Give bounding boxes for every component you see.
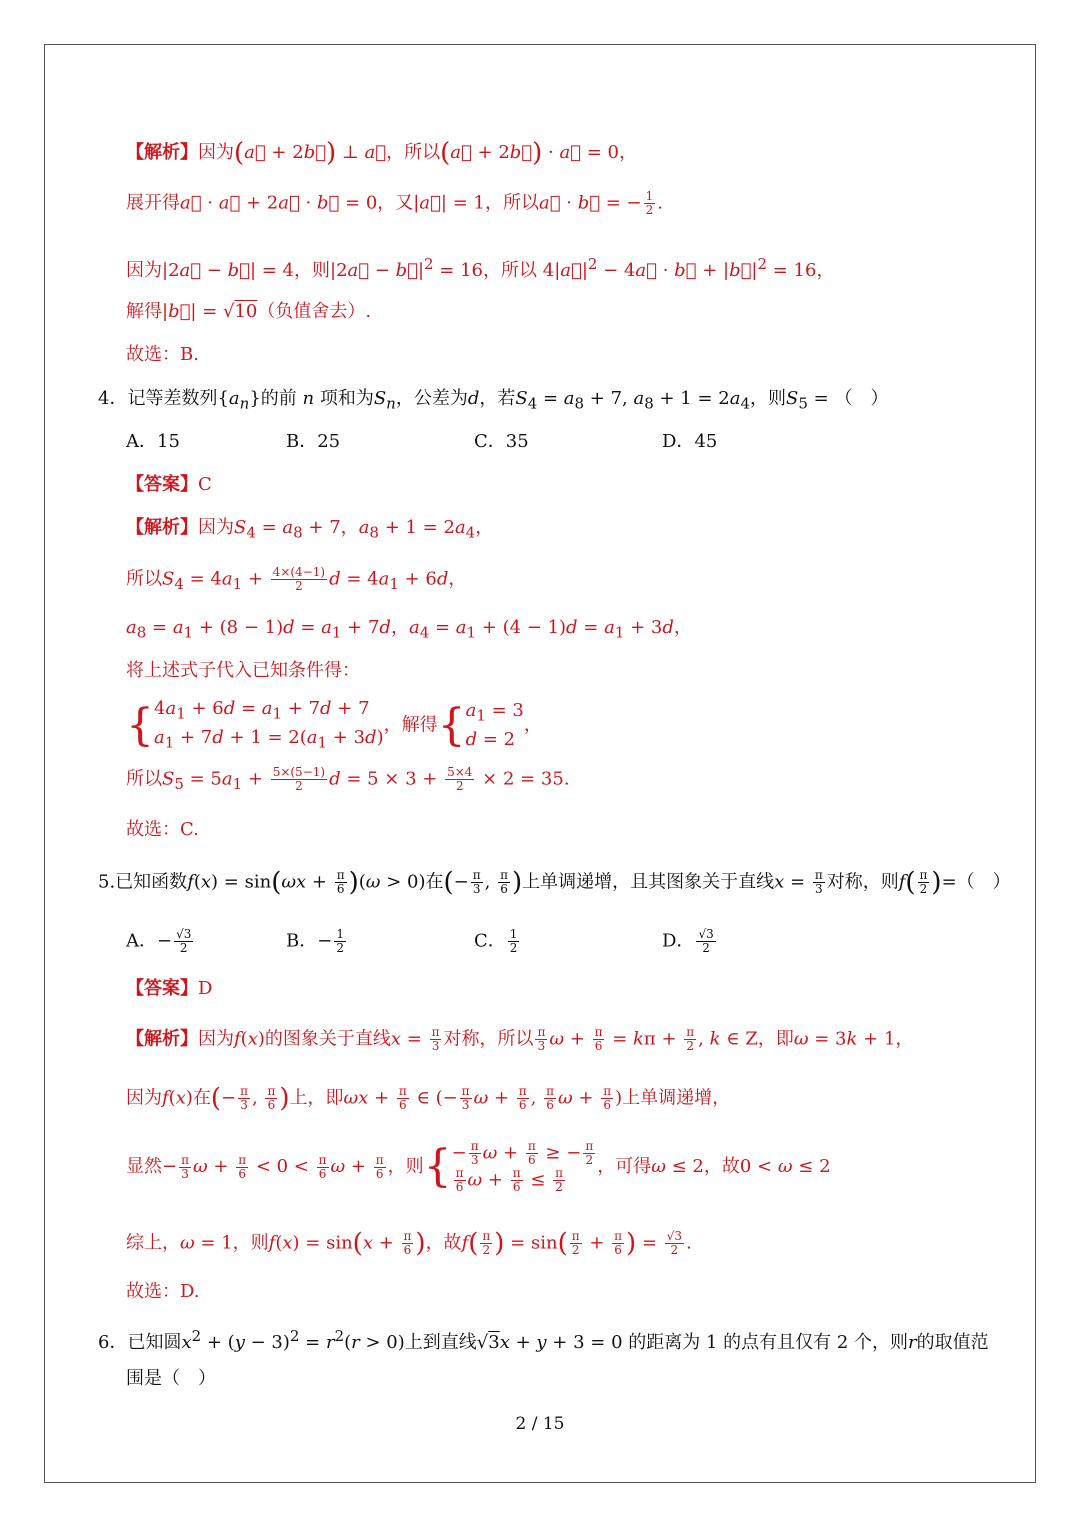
- prev-solution-line-4: 解得|b⃗| = √10（负值舍去）.: [126, 301, 372, 322]
- q4-option-c[interactable]: C．35: [474, 431, 529, 452]
- q4-option-d[interactable]: D．45: [662, 431, 718, 452]
- q4-substitute-text: 将上述式子代入已知条件得：: [126, 660, 360, 681]
- q5-select: 故选：D.: [126, 1281, 200, 1302]
- q5-option-a[interactable]: A．− $\frac{√3}{2}$: [126, 927, 192, 955]
- question-6-stem: 6．已知圆$x^2 + (y - 3)^2 = r^2(r > 0)$上到直线√3x + y + 3 = 0 的距离为 1 的点有且仅有 2 个，则r的取值范: [98, 1327, 989, 1353]
- q4-solution-line-1: 【解析】因为$S_4 = a_8 + 7$，$a_8 + 1 = 2a_4$，: [126, 517, 494, 542]
- q5-option-b[interactable]: B．− $\frac{1}{2}$: [286, 927, 344, 955]
- question-5-stem: 5.已知函数f(x) = sin(ωx + $\frac{\pi}{6}$ )(ω > 0)在(− $\frac{\pi}{3}$ , $\frac{\pi}{6}$ )上单调递增，且其图象关于直线x = $\frac{\pi}{3}$ 对称，则f( $\frac{\pi}{2}$ )=（ ）: [98, 867, 1011, 898]
- question-6-stem-cont: 围是（ ）: [126, 1368, 216, 1389]
- q4-solution-line-2: 所以$S_4 = 4a_1$ + $\frac{4\times(4-1)}{2}$ $d = 4a_1 + 6d$，: [126, 565, 467, 594]
- q4-equation-system: { $4a_1 + 6d = a_1 + 7d + 7$ $a_1 + 7d + 1 = 2(a_1 + 3d)$ ，解得{ $a_1 = 3$ d = 2 ，: [126, 698, 542, 752]
- q5-solution-line-1: 【解析】因为f(x)的图象关于直线x = $\frac{\pi}{3}$ 对称，所以 $\frac{\pi}{3}$ ω + $\frac{\pi}{6}$ = kπ + $\frac{\pi}{2}$ , k ∈ Z，即ω = 3k + 1，: [126, 1025, 914, 1053]
- prev-solution-select: 故选：B.: [126, 344, 199, 365]
- q5-solution-line-4: 综上，ω = 1，则f(x) = sin(x + $\frac{\pi}{6}$ )，故f( $\frac{\pi}{2}$ ) = sin( $\frac{\pi}{2}$ + $\frac{\pi}{6}$ ) = $\frac{√3}{2}$ .: [126, 1228, 692, 1259]
- q5-solution-line-3: 显然− $\frac{\pi}{3}$ ω + $\frac{\pi}{6}$ < 0 < $\frac{\pi}{6}$ ω + $\frac{\pi}{6}$ ，则{ − $\frac{\pi}{3}$ ω + $\frac{\pi}{6}$ ≥ − $\frac{\pi}{2}$ $\frac{\pi}{6}$ ω + $\frac{\pi}{6}$ ≤ $\frac{\pi}{2}$ ，可得ω ≤ 2，故0 < ω ≤ 2: [126, 1139, 831, 1194]
- q4-option-b[interactable]: B．25: [286, 431, 341, 452]
- q5-option-c[interactable]: C． $\frac{1}{2}$: [474, 927, 518, 955]
- prev-solution-line-1: 【解析】因为(a⃗ + 2b⃗) ⊥ a⃗，所以(a⃗ + 2b⃗) · a⃗ = 0，: [126, 138, 637, 168]
- q4-solution-line-6: 所以$S_5 = 5a_1$ + $\frac{5\times(5-1)}{2}$ d = 5 × 3 + $\frac{5\times 4}{2}$ × 2 = 35.: [126, 765, 570, 794]
- prev-solution-line-3: 因为|2a⃗ − b⃗| = 4，则|2a⃗ − $b⃗|^2 = 16$，所以 $4|a⃗|^2$ − 4a⃗ · b⃗ + $|b⃗|^2 = 16$，: [126, 255, 835, 281]
- q5-solution-line-2: 因为f(x)在(− $\frac{\pi}{3}$ , $\frac{\pi}{6}$ )上，即ωx + $\frac{\pi}{6}$ ∈ (− $\frac{\pi}{3}$ ω + $\frac{\pi}{6}$ , $\frac{\pi}{6}$ ω + $\frac{\pi}{6}$ )上单调递增，: [126, 1083, 731, 1114]
- page-number: 2 / 15: [515, 1414, 565, 1434]
- prev-solution-line-2: 展开得a⃗ · a⃗ + 2a⃗ · b⃗ = 0，又|a⃗| = 1，所以a⃗ · b⃗ = − $\frac{1}{2}$ .: [126, 189, 664, 217]
- q4-option-a[interactable]: A．15: [126, 431, 180, 452]
- question-4-stem: 4．记等差数列$\{a_n\}$的前 n 项和为$S_n$，公差为d，若$S_4 = a_8 + 7$, $a_8 + 1 = 2a_4$，则$S_5$ = （ ）: [98, 388, 889, 413]
- q5-answer: 【答案】D: [126, 978, 213, 999]
- q4-solution-line-3: $a_8 = a_1 + (8 - 1)d = a_1 + 7d$，$a_4 = a_1 + (4 - 1)d = a_1 + 3d$，: [126, 617, 692, 642]
- q4-answer: 【答案】C: [126, 474, 212, 495]
- q4-select: 故选：C.: [126, 819, 199, 840]
- q5-option-d[interactable]: D． $\frac{√3}{2}$: [662, 927, 714, 955]
